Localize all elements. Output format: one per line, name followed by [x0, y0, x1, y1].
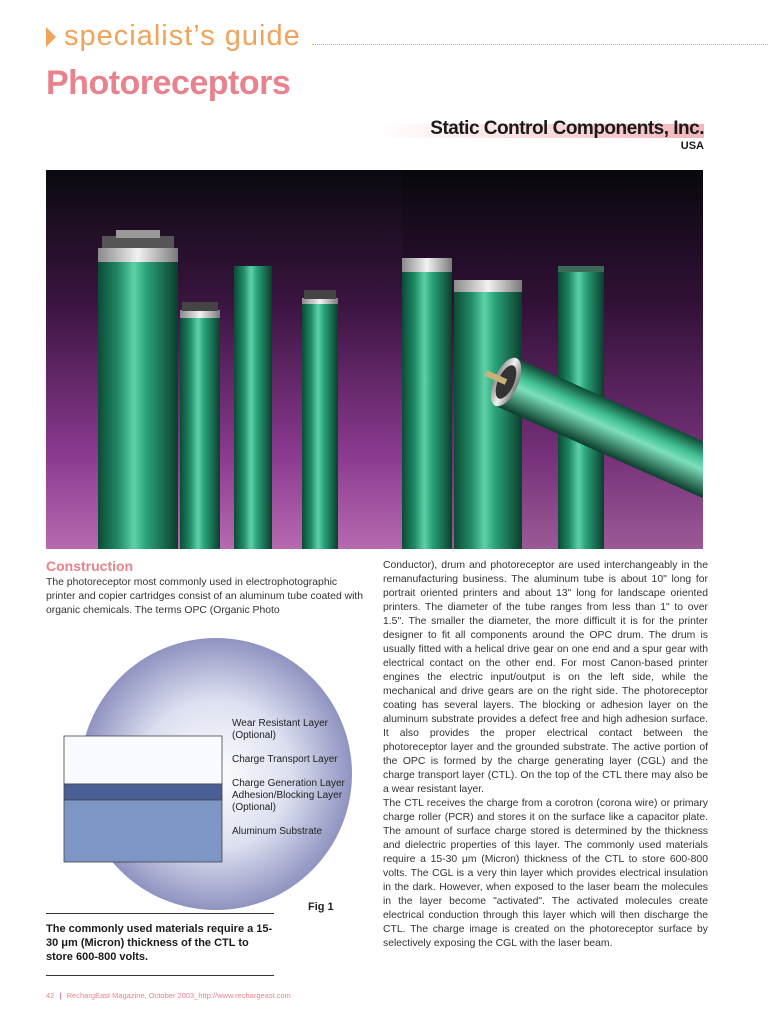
- drum-6: [454, 280, 522, 549]
- label-wear-optional: (Optional): [232, 730, 276, 741]
- series-label: specialist’s guide: [64, 20, 301, 52]
- drum-1: [98, 230, 178, 549]
- footer-separator: |: [59, 991, 62, 1000]
- label-aluminum-substrate: Aluminum Substrate: [232, 826, 323, 837]
- layer-charge-transport: [64, 736, 222, 784]
- label-charge-transport: Charge Transport Layer: [232, 754, 338, 765]
- series-header: [46, 20, 301, 53]
- triangle-arrow-icon: [46, 27, 56, 47]
- photoreceptor-drums-photo: [46, 170, 703, 549]
- right-paragraph-1: Conductor), drum and photoreceptor are used interchangeably in the remanufacturing business. The aluminum tube is about 10" long for portrait oriented printers and about 13" long for landscape oriented printers. The diameter of the tube ranges from less than 1" to over 1.5". The smaller the diameter, the more difficult it is for the printer designer to fit all components around the OPC drum. The drum is usually fitted with a helical drive gear on one end and a spur gear with electrical contact on the other end. For most Canon-based printer engines the electric input/output is on the left side, while the mechanical and drive gears are on the right side. The photoreceptor coating has several layers. The blocking or adhesion layer on the aluminum substrate provides a defect free and high adhesion surface. It also provides the proper electrical contact between the photoreceptor layer and the grounded substrate. The active portion of the OPC is formed by the charge generating layer (CGL) and the charge transport layer (CTL). On the top of the CTL there may also be a wear resistant layer.: [383, 560, 708, 795]
- label-adhesion-optional: (Optional): [232, 802, 276, 813]
- label-adhesion-blocking: Adhesion/Blocking Layer: [232, 790, 343, 801]
- drum-4: [302, 290, 338, 549]
- footer-credit: RechargEast Magazine, October 2003_http://www.rechargeast.com: [66, 991, 291, 1000]
- pull-quote: The commonly used materials require a 15-30 μm (Micron) thickness of the CTL to store 600-800 volts.: [46, 913, 274, 976]
- left-paragraph: The photoreceptor most commonly used in electrophotographic printer and copier cartridges consist of an aluminum tube coated with organic chemicals. The terms OPC (Organic Photo: [46, 577, 364, 616]
- layer-diagram: [46, 638, 376, 920]
- dotted-rule: [312, 44, 768, 45]
- author-name: Static Control Components, Inc.: [430, 118, 704, 139]
- layer-aluminum-substrate: [64, 800, 222, 862]
- label-wear-resistant: Wear Resistant Layer: [232, 718, 328, 729]
- figure-label: Fig 1: [308, 901, 334, 913]
- page-footer: [46, 991, 291, 1000]
- drum-5: [402, 258, 452, 549]
- label-charge-generation: Charge Generation Layer: [232, 778, 345, 789]
- right-column: [383, 559, 708, 951]
- layer-charge-generation: [64, 784, 222, 800]
- drum-3: [234, 266, 272, 549]
- drum-2: [180, 302, 220, 549]
- section-heading: Construction: [46, 558, 134, 574]
- page-title: Photoreceptors: [46, 64, 291, 102]
- right-paragraph-2: The CTL receives the charge from a corotron (corona wire) or primary charge roller (PCR) and stores it on the surface like a capacitor plate. The amount of surface charge stored is determined by the thickness and dielectric properties of this layer. The commonly used materials require a 15-30 μm (Micron) thickness of the CTL to store 600-800 volts. The CGL is a very thin layer which provides electrical insulation in the dark. However, when exposed to the laser beam the molecules in the layer become "activated". The activated molecules create electrical conduction through this layer which will then discharge the CTL. The charge image is created on the photoreceptor surface by selectively exposing the CGL with the laser beam.: [383, 798, 708, 949]
- page-number: 42: [46, 991, 55, 1000]
- author-country: USA: [680, 140, 704, 152]
